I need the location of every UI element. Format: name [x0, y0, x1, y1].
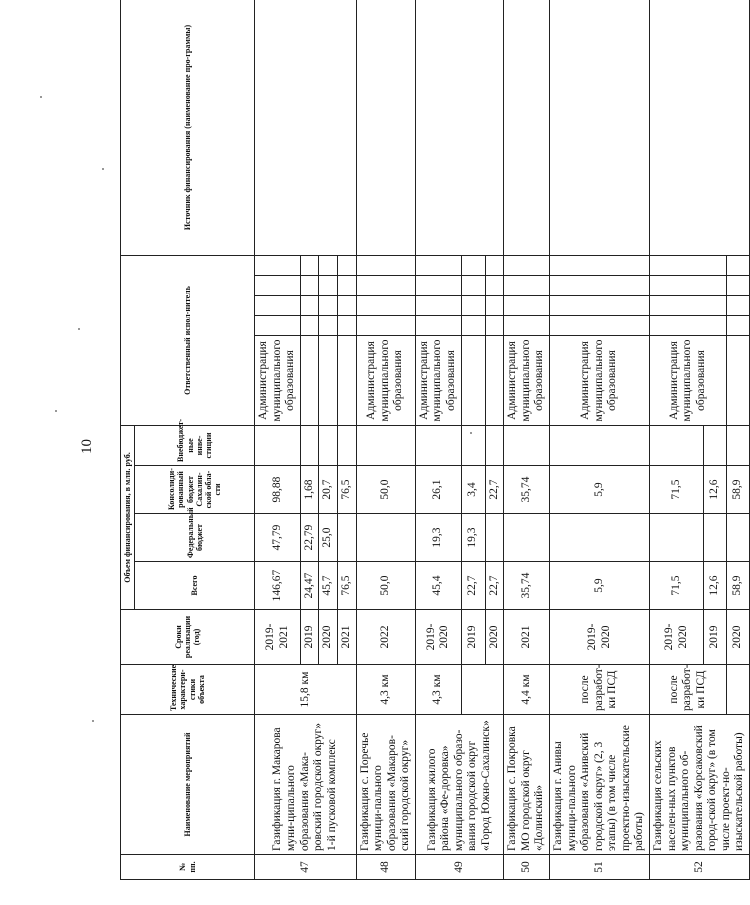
- empty-cell: [550, 276, 650, 296]
- empty-cell: [485, 255, 504, 275]
- header-volume: Объем финансирования, в млн. руб.: [121, 426, 135, 610]
- row-federal: 25,0: [319, 514, 338, 562]
- empty-cell: [650, 316, 727, 336]
- row-regional: 35,74: [504, 466, 550, 514]
- row-total: 45,4: [415, 562, 461, 610]
- row-source: [356, 0, 415, 255]
- row-tech: 4,4 км: [504, 665, 550, 715]
- row-num: 50: [504, 855, 550, 880]
- header-name: Наименование мероприятий: [121, 715, 255, 855]
- header-responsible: Ответственный испол-нитель: [121, 255, 255, 425]
- row-federal: [504, 514, 550, 562]
- row-source: [650, 0, 750, 255]
- header-federal: Федеральный бюджет: [135, 514, 255, 562]
- row-responsible: Администрация муниципального образования: [255, 336, 301, 426]
- header-extra: Внебюджет-ные инве-стиции: [135, 426, 255, 466]
- row-responsible: Администрация муниципального образования: [550, 336, 650, 426]
- empty-cell: [338, 255, 357, 275]
- empty-cell: [300, 336, 319, 426]
- row-period: 2020: [485, 610, 504, 665]
- row-regional: 3,4: [461, 466, 485, 514]
- empty-cell: [356, 316, 415, 336]
- empty-cell: [727, 255, 750, 275]
- empty-cell: [356, 276, 415, 296]
- empty-cell: [338, 316, 357, 336]
- row-extra: [338, 426, 357, 466]
- empty-cell: [550, 255, 650, 275]
- header-period: Сроки реализации (год): [121, 610, 255, 665]
- row-num: 52: [650, 855, 750, 880]
- page-number: 10: [79, 439, 95, 454]
- empty-cell: [415, 296, 461, 316]
- row-regional: 76,5: [338, 466, 357, 514]
- empty-cell: [319, 316, 338, 336]
- row-source: [550, 0, 650, 255]
- row-federal: 19,3: [415, 514, 461, 562]
- row-federal: 22,79: [300, 514, 319, 562]
- row-regional: 1,68: [300, 466, 319, 514]
- row-regional: 98,88: [255, 466, 301, 514]
- table-row: [255, 0, 301, 880]
- empty-cell: [461, 665, 504, 715]
- row-extra: [319, 426, 338, 466]
- row-federal: [485, 514, 504, 562]
- program-table-container: [120, 0, 746, 880]
- empty-cell: [356, 255, 415, 275]
- empty-cell: [650, 296, 727, 316]
- header-tech: Технические характери-стики объекта: [121, 665, 255, 715]
- empty-cell: [650, 255, 727, 275]
- row-extra: [550, 426, 650, 466]
- row-source: [504, 0, 550, 255]
- row-period: 2019: [300, 610, 319, 665]
- row-total: 22,7: [485, 562, 504, 610]
- row-federal: [356, 514, 415, 562]
- empty-cell: [504, 296, 550, 316]
- row-source: [255, 0, 356, 255]
- row-source: [415, 0, 503, 255]
- row-period: 2021: [504, 610, 550, 665]
- empty-cell: [319, 276, 338, 296]
- empty-cell: [485, 316, 504, 336]
- scan-speck: [55, 410, 57, 412]
- row-regional: 71,5: [650, 466, 704, 514]
- empty-cell: [504, 276, 550, 296]
- empty-cell: [319, 336, 338, 426]
- row-responsible: Администрация муниципального образования: [356, 336, 415, 426]
- scan-speck: [78, 328, 80, 330]
- row-responsible: Администрация муниципального образования: [415, 336, 461, 426]
- table-row: [550, 0, 650, 880]
- row-total: 5,9: [550, 562, 650, 610]
- row-num: 51: [550, 855, 650, 880]
- row-extra: [461, 426, 485, 466]
- empty-cell: [461, 336, 485, 426]
- empty-cell: [727, 316, 750, 336]
- empty-cell: [550, 316, 650, 336]
- row-extra: [356, 426, 415, 466]
- empty-cell: [727, 336, 750, 426]
- empty-cell: [485, 296, 504, 316]
- row-period: 2020: [319, 610, 338, 665]
- row-period: 2019-2020: [650, 610, 704, 665]
- row-total: 12,6: [704, 562, 727, 610]
- row-regional: 12,6: [704, 466, 727, 514]
- header-total: Всего: [135, 562, 255, 610]
- scan-speck: [102, 168, 104, 170]
- financing-table: [120, 0, 750, 880]
- row-period: 2019-2020: [550, 610, 650, 665]
- row-federal: [650, 514, 704, 562]
- table-row: [356, 0, 415, 880]
- empty-cell: [300, 255, 319, 275]
- scan-speck: [92, 720, 94, 722]
- row-tech: 4,3 км: [356, 665, 415, 715]
- row-total: 22,7: [461, 562, 485, 610]
- empty-cell: [338, 336, 357, 426]
- row-num: 48: [356, 855, 415, 880]
- row-regional: 20,7: [319, 466, 338, 514]
- row-tech: после разработ-ки ПСД: [650, 665, 727, 715]
- scan-speck: [470, 432, 472, 434]
- row-regional: 26,1: [415, 466, 461, 514]
- table-row: [504, 0, 550, 880]
- row-regional: 50,0: [356, 466, 415, 514]
- empty-cell: [356, 296, 415, 316]
- row-extra: [727, 426, 750, 466]
- empty-cell: [319, 296, 338, 316]
- empty-cell: [300, 316, 319, 336]
- empty-cell: [461, 296, 485, 316]
- empty-cell: [461, 276, 485, 296]
- row-regional: 58,9: [727, 466, 750, 514]
- header-regional: Консолиди-рованный бюджет Сахалин-ской обла-сти: [135, 466, 255, 514]
- row-responsible: Администрация муниципального образования: [504, 336, 550, 426]
- row-regional: 22,7: [485, 466, 504, 514]
- row-total: 58,9: [727, 562, 750, 610]
- row-name: Газификация г. Анивы муници-пального образования «Анивский городской округ» (2, 3 этапы) (в том числе проектно-изыскательские работы): [550, 715, 650, 855]
- header-source: Источник финансирования (наименование про-граммы): [121, 0, 255, 255]
- row-total: 146,67: [255, 562, 301, 610]
- row-name: Газификация сельских населен-ных пунктов муниципального об-разования «Корсаковский город-ской округ» (в том числе проект-но-изыскательской работы): [650, 715, 750, 855]
- empty-cell: [338, 296, 357, 316]
- row-total: 76,5: [338, 562, 357, 610]
- empty-cell: [415, 276, 461, 296]
- row-period: 2022: [356, 610, 415, 665]
- row-name: Газификация г. Макарова муни-ципального образования «Мака-ровский городской округ» 1-й пусковой комплекс: [255, 715, 356, 855]
- empty-cell: [727, 276, 750, 296]
- row-federal: [550, 514, 650, 562]
- row-total: 35,74: [504, 562, 550, 610]
- row-federal: 47,79: [255, 514, 301, 562]
- empty-cell: [461, 316, 485, 336]
- table-row: [650, 0, 704, 880]
- empty-cell: [485, 336, 504, 426]
- row-period: 2019-2021: [255, 610, 301, 665]
- row-federal: [338, 514, 357, 562]
- empty-cell: [727, 665, 750, 715]
- scan-speck: [40, 96, 42, 98]
- row-extra: [650, 426, 704, 466]
- empty-cell: [415, 316, 461, 336]
- row-extra: [504, 426, 550, 466]
- row-extra: [415, 426, 461, 466]
- row-federal: [727, 514, 750, 562]
- row-total: 24,47: [300, 562, 319, 610]
- row-extra: [704, 426, 727, 466]
- empty-cell: [319, 255, 338, 275]
- empty-cell: [461, 255, 485, 275]
- row-total: 50,0: [356, 562, 415, 610]
- empty-cell: [300, 296, 319, 316]
- empty-cell: [550, 296, 650, 316]
- empty-cell: [255, 276, 301, 296]
- row-period: 2021: [338, 610, 357, 665]
- row-total: 71,5: [650, 562, 704, 610]
- header-num: № пп.: [121, 855, 255, 880]
- empty-cell: [300, 276, 319, 296]
- empty-cell: [255, 255, 301, 275]
- empty-cell: [504, 255, 550, 275]
- row-name: Газификация жилого района «Фе-доровка» муниципального образо-вания городской округ «Город Южно-Сахалинск»: [415, 715, 503, 855]
- row-tech: 4,3 км: [415, 665, 461, 715]
- empty-cell: [255, 296, 301, 316]
- row-federal: 19,3: [461, 514, 485, 562]
- row-period: 2019: [704, 610, 727, 665]
- row-period: 2020: [727, 610, 750, 665]
- row-extra: [300, 426, 319, 466]
- row-tech: после разработ-ки ПСД: [550, 665, 650, 715]
- row-federal: [704, 514, 727, 562]
- row-total: 45,7: [319, 562, 338, 610]
- empty-cell: [415, 255, 461, 275]
- empty-cell: [255, 316, 301, 336]
- empty-cell: [727, 296, 750, 316]
- row-regional: 5,9: [550, 466, 650, 514]
- row-num: 49: [415, 855, 503, 880]
- empty-cell: [504, 316, 550, 336]
- row-num: 47: [255, 855, 356, 880]
- empty-cell: [338, 276, 357, 296]
- row-responsible: Администрация муниципального образования: [650, 336, 727, 426]
- row-extra: [485, 426, 504, 466]
- row-tech: 15,8 км: [255, 665, 356, 715]
- table-row: [415, 0, 461, 880]
- empty-cell: [485, 276, 504, 296]
- empty-cell: [650, 276, 727, 296]
- row-period: 2019-2020: [415, 610, 461, 665]
- row-period: 2019: [461, 610, 485, 665]
- row-name: Газификация с. Поречье муници-пального образования «Макаров-ский городской округ»: [356, 715, 415, 855]
- row-name: Газификация с. Покровка МО городской округ «Долинский»: [504, 715, 550, 855]
- row-extra: [255, 426, 301, 466]
